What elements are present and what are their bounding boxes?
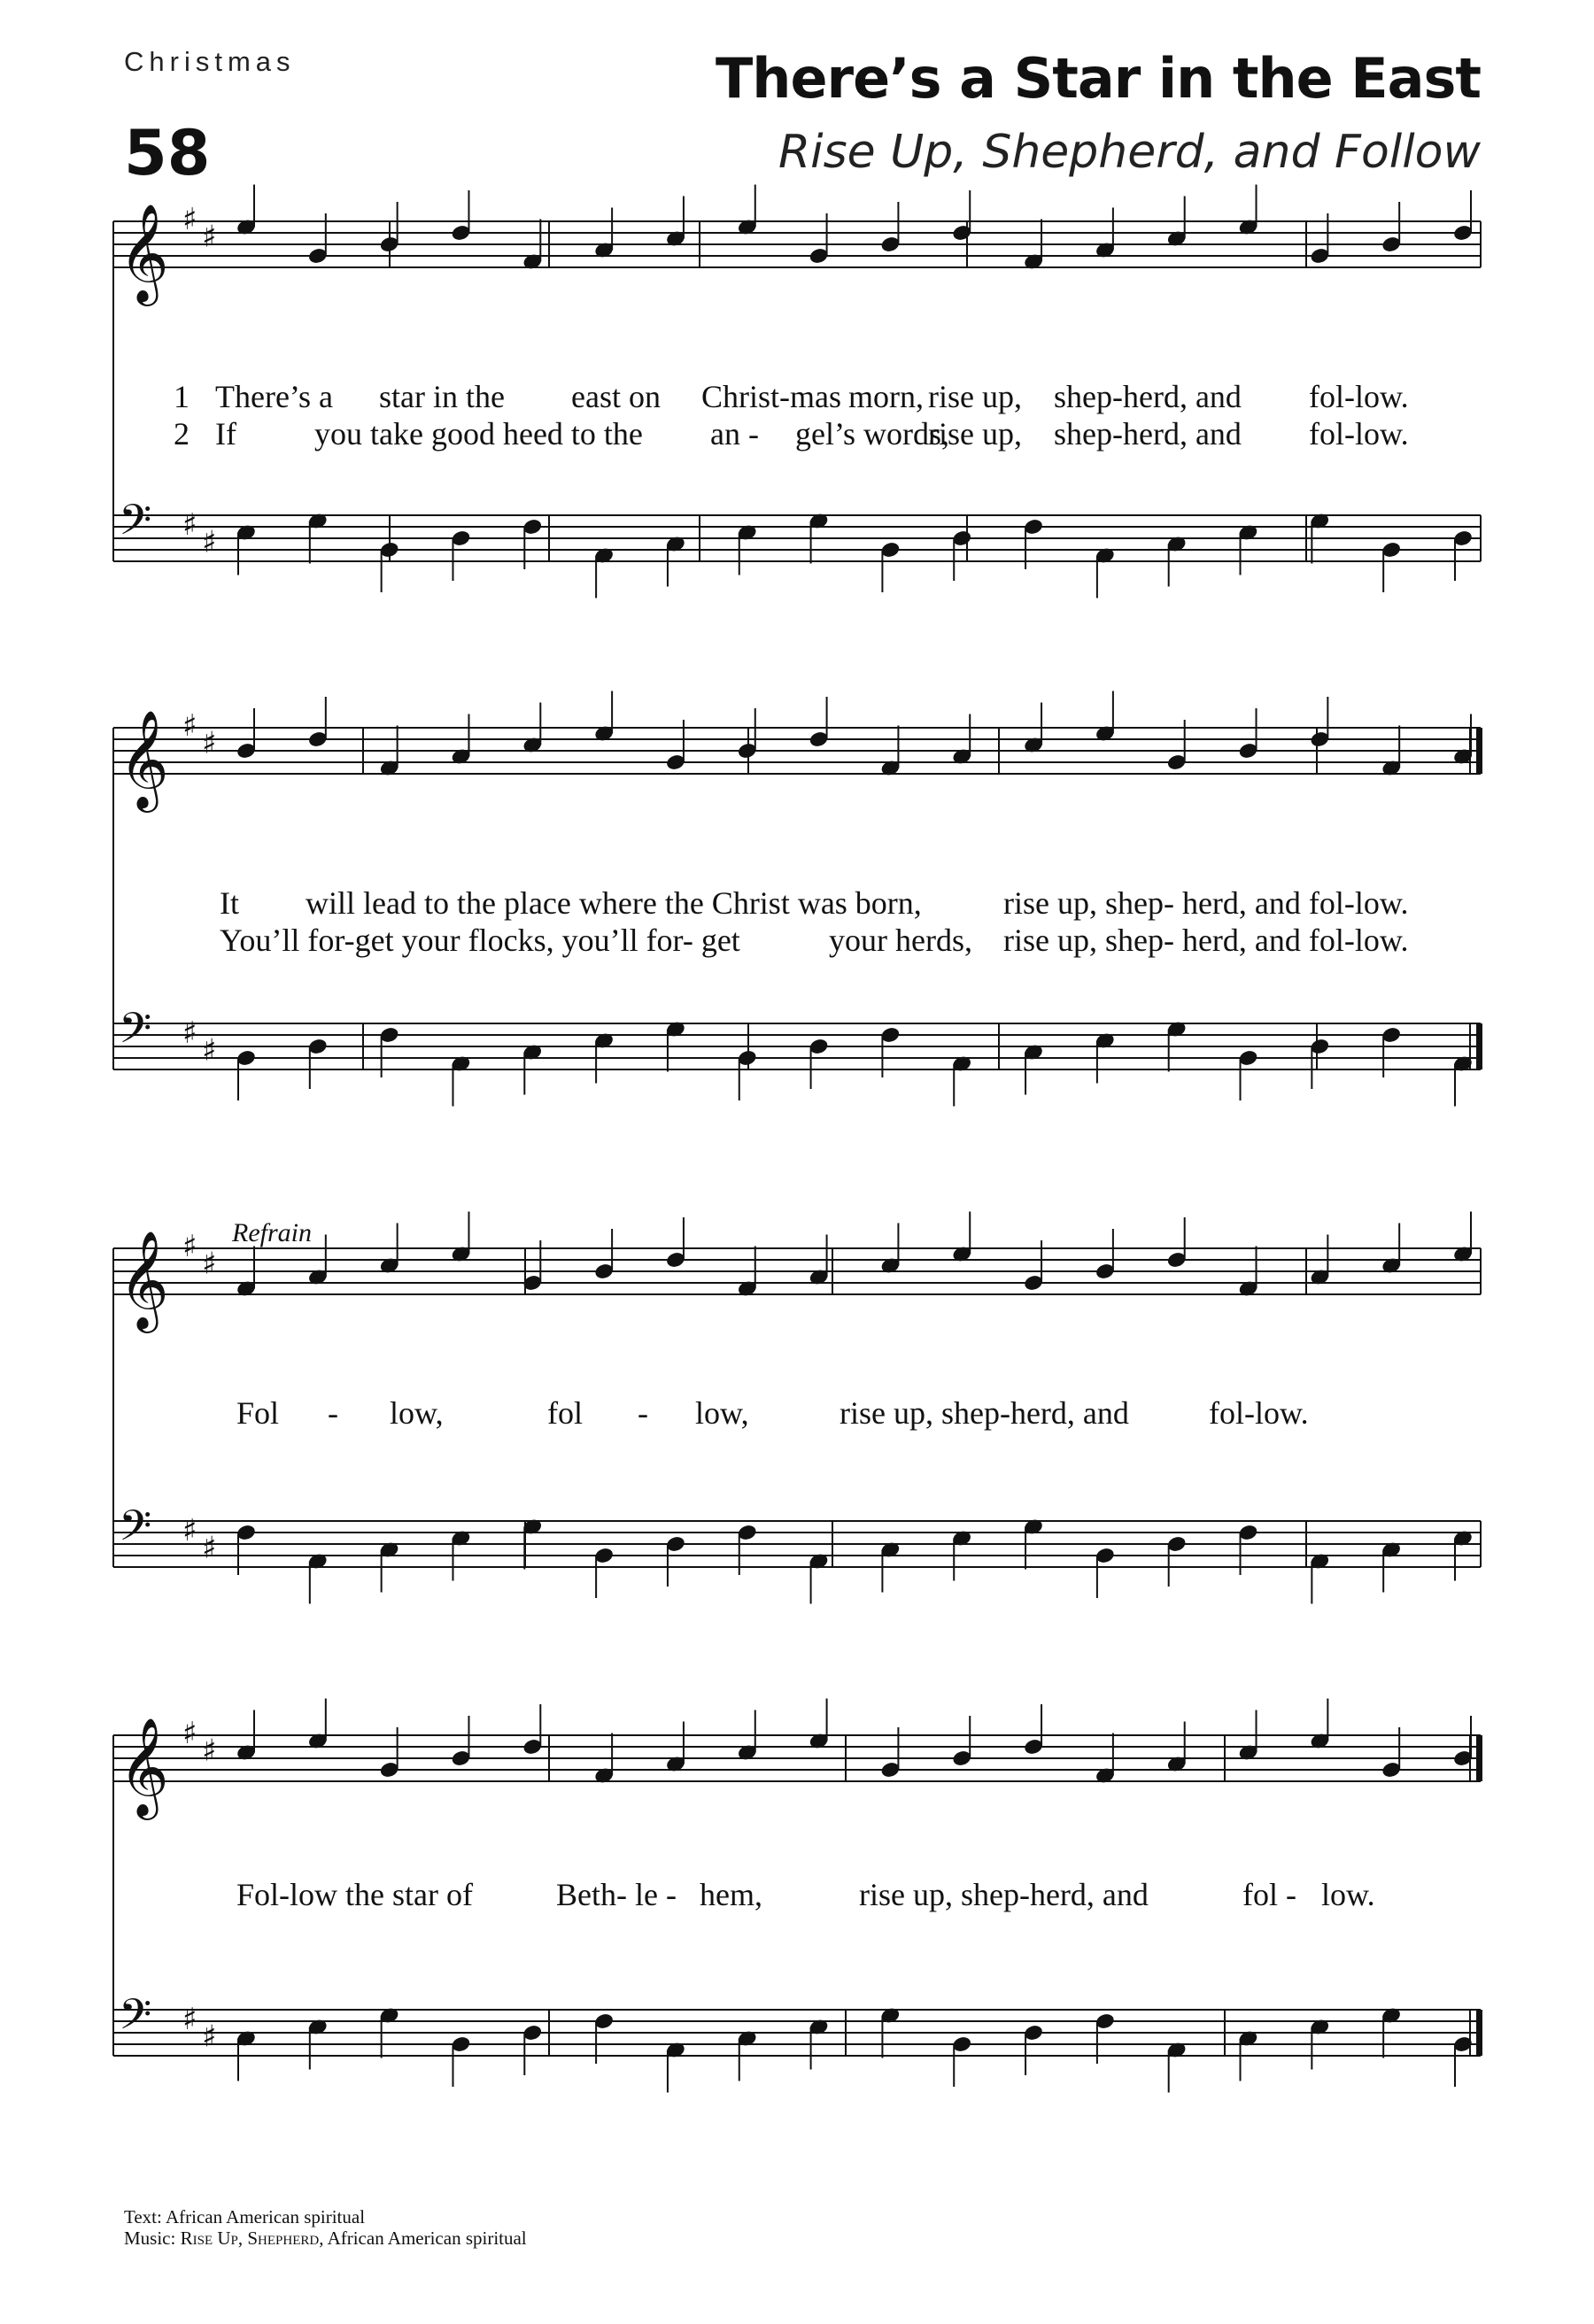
lyric-syllable: will lead to the place where the Christ was born, (306, 885, 922, 921)
refrain-label: Refrain (232, 1218, 312, 1247)
key-signature-sharp: ♯ (202, 1246, 217, 1282)
final-barline (1476, 728, 1482, 774)
text-credit-value: African American spiritual (165, 2206, 366, 2227)
bass-clef: 𝄢 (119, 1989, 152, 2050)
credits (124, 2206, 527, 2249)
bass-clef: 𝄢 (119, 1003, 152, 1064)
tune-name: Rise Up, Shepherd, (180, 2227, 324, 2250)
lyric-syllable: - (638, 1395, 648, 1431)
lyric-syllable: an - (710, 416, 759, 452)
lyric-syllable: It (220, 885, 239, 921)
lyric-syllable: fol - (1242, 1877, 1296, 1912)
lyric-syllable: hem, (700, 1877, 762, 1912)
lyric-syllable: low. (1321, 1877, 1375, 1912)
lyric-syllable: your herds, (829, 923, 972, 958)
lyric-syllable: fol-low. (1309, 379, 1409, 414)
key-signature-sharp: ♯ (182, 2002, 197, 2037)
lyric-syllable: fol-low. (1309, 416, 1409, 452)
music-credit-value: African American spiritual (327, 2227, 527, 2250)
lyric-syllable: You’ll for-get your flocks, you’ll for- get (220, 923, 740, 958)
lyric-syllable: morn, (848, 379, 924, 414)
text-credit-label: Text: (124, 2206, 162, 2227)
key-signature-sharp: ♯ (182, 1513, 197, 1548)
lyric-syllable: star in the (379, 379, 505, 414)
hymn-title: There’s a Star in the East (716, 46, 1481, 111)
key-signature-sharp: ♯ (202, 219, 217, 255)
lyric-syllable: If (215, 416, 236, 452)
lyric-syllable: fol (547, 1395, 583, 1431)
key-signature-sharp: ♯ (182, 1015, 197, 1051)
final-barline (1476, 1735, 1482, 1781)
section-label: Christmas (124, 46, 296, 77)
lyric-syllable: east on (571, 379, 661, 414)
key-signature-sharp: ♯ (202, 725, 217, 761)
bass-clef: 𝄢 (119, 495, 152, 556)
key-signature-sharp: ♯ (182, 202, 197, 237)
lyric-syllable: low, (390, 1395, 444, 1431)
key-signature-sharp: ♯ (202, 524, 217, 560)
lyric-syllable: rise up, shep-herd, and (859, 1877, 1149, 1912)
key-signature-sharp: ♯ (202, 1032, 217, 1069)
lyric-syllable: Fol-low the star of (236, 1877, 473, 1912)
key-signature-sharp: ♯ (202, 2019, 217, 2055)
music-credit (124, 2227, 527, 2249)
lyric-syllable: gel’s words, (795, 416, 949, 452)
treble-clef: 𝄞 (119, 203, 169, 302)
lyric-syllable: fol-low. (1209, 1395, 1309, 1431)
verse-2-number: 2 (174, 416, 190, 452)
treble-clef: 𝄞 (119, 1230, 169, 1329)
lyric-syllable: Christ-mas (701, 379, 841, 414)
tune-subtitle: Rise Up, Shepherd, and Follow (778, 126, 1481, 179)
lyric-syllable: low, (695, 1395, 749, 1431)
lyric-syllable: Fol (236, 1395, 280, 1431)
treble-clef: 𝄞 (119, 1717, 169, 1816)
key-signature-sharp: ♯ (202, 1530, 217, 1566)
final-barline (1476, 2010, 1482, 2056)
lyric-syllable: rise up, (928, 416, 1022, 452)
bass-clef: 𝄢 (119, 1501, 152, 1562)
lyric-syllable: - (328, 1395, 338, 1431)
lyric-syllable: you take good heed to the (314, 416, 643, 452)
hymn-number: 58 (124, 117, 211, 189)
key-signature-sharp: ♯ (182, 1229, 197, 1264)
key-signature-sharp: ♯ (182, 507, 197, 543)
lyric-syllable: rise up, shep- herd, and fol-low. (1003, 923, 1409, 958)
verse-1-number: 1 (174, 379, 190, 414)
lyric-syllable: rise up, (928, 379, 1022, 414)
lyric-syllable: There’s a (215, 379, 333, 414)
lyric-syllable: rise up, shep-herd, and (840, 1395, 1129, 1431)
text-credit (124, 2206, 527, 2227)
lyric-syllable: shep-herd, and (1054, 416, 1242, 452)
music-credit-label: Music: (124, 2227, 176, 2250)
lyric-syllable: Beth- le - (556, 1877, 677, 1912)
treble-clef: 𝄞 (119, 709, 169, 808)
key-signature-sharp: ♯ (182, 1716, 197, 1751)
key-signature-sharp: ♯ (202, 1733, 217, 1769)
key-signature-sharp: ♯ (182, 708, 197, 744)
lyric-syllable: shep-herd, and (1054, 379, 1242, 414)
lyric-syllable: rise up, shep- herd, and fol-low. (1003, 885, 1409, 921)
final-barline (1476, 1023, 1482, 1069)
